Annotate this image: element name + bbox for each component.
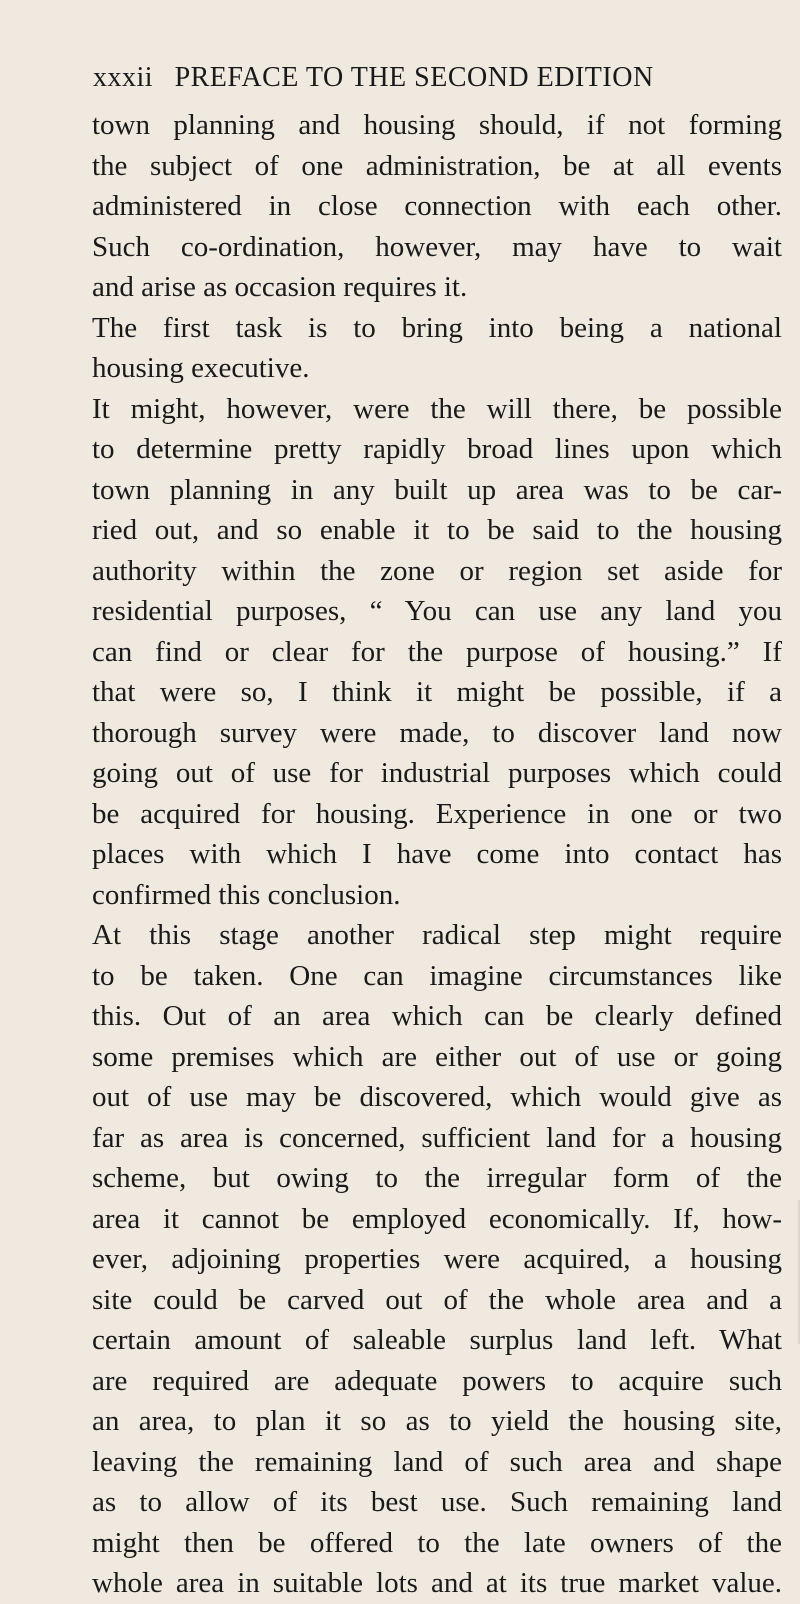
text-line: as to allow of its best use. Such remaining land [92,1486,782,1518]
text-line: that were so, I think it might be possible, if a [92,676,782,708]
text-line: places with which I have come into contact has [92,838,782,870]
text-line: to determine pretty rapidly broad lines upon which [92,433,782,465]
text-line: town planning and housing should, if not forming [92,109,782,141]
text-line: be acquired for housing. Experience in one or two [92,797,782,830]
text-line: area it cannot be employed economically. If, how- [92,1202,782,1235]
text-line: an area, to plan it so as to yield the housing site, [92,1405,782,1437]
body-text [92,105,782,1604]
text-line: The first task is to bring into being a national [92,311,782,344]
text-line: scheme, but owing to the irregular form of the [92,1162,782,1194]
text-line: out of use may be discovered, which would give as [92,1081,782,1113]
text-line: and arise as occasion requires it. [92,271,468,303]
text-line: Such co-ordination, however, may have to wait [92,230,782,263]
page-number: xxxii [93,62,154,93]
text-line: residential purposes, “ You can use any land you [92,595,782,627]
text-line: town planning in any built up area was to be car- [92,473,782,506]
text-line: It might, however, were the will there, be possible [92,392,782,425]
text-line: going out of use for industrial purposes which could [92,757,782,789]
text-line: leaving the remaining land of such area and shape [92,1445,782,1478]
text-line: the subject of one administration, be at all events [92,149,782,182]
text-line: this. Out of an area which can be clearly defined [92,1000,782,1032]
text-line: site could be carved out of the whole area and a [92,1283,782,1316]
text-line: whole area in suitable lots and at its true market value. [92,1567,782,1599]
text-line: housing executive. [92,352,310,384]
text-line: ever, adjoining properties were acquired, a housing [92,1243,782,1275]
text-line: At this stage another radical step might require [92,919,782,951]
text-line: are required are adequate powers to acquire such [92,1364,782,1397]
text-line: confirmed this conclusion. [92,878,401,911]
text-line: thorough survey were made, to discover land now [92,716,782,749]
text-line: certain amount of saleable surplus land left. What [92,1324,782,1356]
text-line: can find or clear for the purpose of housing.” If [92,635,782,668]
text-line: might then be offered to the late owners of the [92,1526,782,1559]
text-line: authority within the zone or region set aside for [92,554,782,587]
text-line: far as area is concerned, sufficient land for a housing [92,1121,782,1154]
text-line: some premises which are either out of use or going [92,1040,782,1073]
running-title: PREFACE TO THE SECOND EDITION [174,62,654,93]
text-line: to be taken. One can imagine circumstances like [92,959,782,992]
text-line: administered in close connection with each other. [92,190,782,222]
text-line: ried out, and so enable it to be said to the housing [92,514,782,546]
running-header [93,62,693,94]
